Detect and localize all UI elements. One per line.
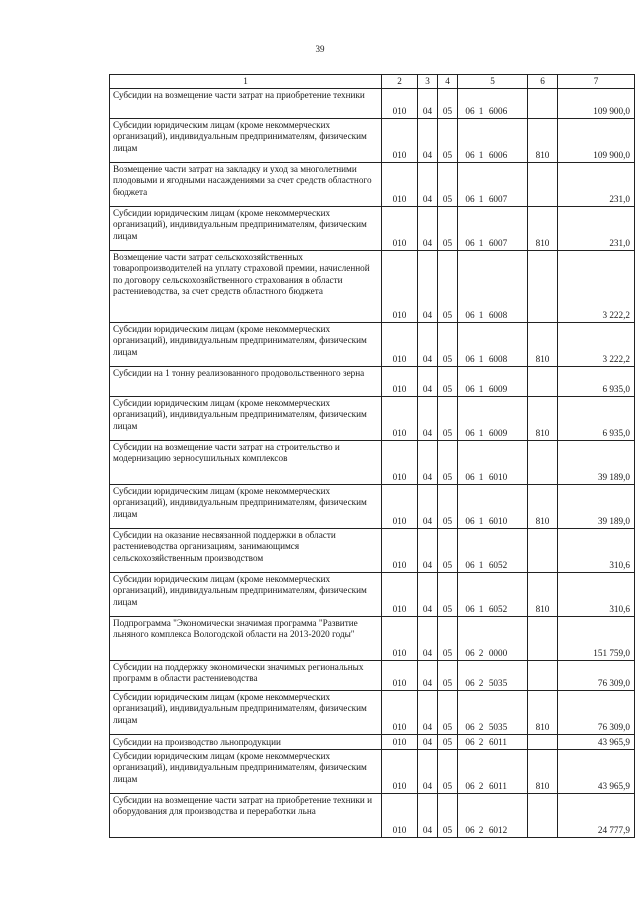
table-row <box>110 367 635 397</box>
target-article-program: 06 <box>465 428 475 438</box>
table-row <box>110 485 635 529</box>
table-row <box>110 163 635 207</box>
expense-type <box>528 441 558 485</box>
target-article-direction: 6011 <box>488 737 508 747</box>
row-name: Субсидии на 1 тонну реализованного продовольственного зерна <box>110 367 382 397</box>
code-subsection: 05 <box>438 617 458 661</box>
row-name: Субсидии на возмещение части затрат на приобретение техники <box>110 89 382 119</box>
amount: 6 935,0 <box>558 397 635 441</box>
target-article-direction: 0000 <box>488 648 508 658</box>
expense-type: 810 <box>528 573 558 617</box>
target-article-subprogram: 1 <box>478 604 484 614</box>
code-section: 04 <box>418 119 438 163</box>
header-cell: 7 <box>558 75 635 89</box>
row-name: Подпрограмма "Экономически значимая программа "Развитие льняного комплекса Вологодской области на 2013-2020 годы" <box>110 617 382 661</box>
row-name: Субсидии юридическим лицам (кроме некоммерческих организаций), индивидуальным предпринимателям, физическим лицам <box>110 691 382 735</box>
header-cell: 1 <box>110 75 382 89</box>
table-row <box>110 573 635 617</box>
target-article-direction: 6009 <box>488 428 508 438</box>
code-admin: 010 <box>382 573 418 617</box>
code-section: 04 <box>418 89 438 119</box>
expense-type <box>528 735 558 750</box>
code-subsection: 05 <box>438 529 458 573</box>
budget-table <box>109 74 635 838</box>
header-cell: 6 <box>528 75 558 89</box>
target-article-subprogram: 1 <box>478 310 484 320</box>
code-section: 04 <box>418 573 438 617</box>
target-article-program: 06 <box>465 238 475 248</box>
target-article <box>458 441 528 485</box>
target-article-direction: 6008 <box>488 310 508 320</box>
table-row <box>110 794 635 838</box>
target-article <box>458 529 528 573</box>
target-article <box>458 89 528 119</box>
target-article-program: 06 <box>465 604 475 614</box>
target-article-subprogram: 1 <box>478 560 484 570</box>
amount: 151 759,0 <box>558 617 635 661</box>
expense-type: 810 <box>528 485 558 529</box>
code-subsection: 05 <box>438 750 458 794</box>
code-section: 04 <box>418 485 438 529</box>
target-article <box>458 323 528 367</box>
target-article <box>458 794 528 838</box>
target-article <box>458 661 528 691</box>
code-section: 04 <box>418 207 438 251</box>
expense-type: 810 <box>528 207 558 251</box>
target-article <box>458 163 528 207</box>
amount: 39 189,0 <box>558 485 635 529</box>
row-name: Субсидии на оказание несвязанной поддержки в области растениеводства организациям, занимающимся сельскохозяйственным производством <box>110 529 382 573</box>
row-name: Субсидии юридическим лицам (кроме некоммерческих организаций), индивидуальным предпринимателям, физическим лицам <box>110 119 382 163</box>
code-section: 04 <box>418 735 438 750</box>
target-article-subprogram: 1 <box>478 150 484 160</box>
code-section: 04 <box>418 251 438 323</box>
target-article-direction: 5035 <box>488 722 508 732</box>
code-admin: 010 <box>382 750 418 794</box>
target-article <box>458 251 528 323</box>
amount: 310,6 <box>558 573 635 617</box>
row-name: Возмещение части затрат на закладку и уход за многолетними плодовыми и ягодными насаждениями за счет средств областного бюджета <box>110 163 382 207</box>
code-admin: 010 <box>382 441 418 485</box>
code-subsection: 05 <box>438 163 458 207</box>
target-article-direction: 6052 <box>488 604 508 614</box>
code-admin: 010 <box>382 251 418 323</box>
target-article-program: 06 <box>465 354 475 364</box>
table-row <box>110 617 635 661</box>
target-article-program: 06 <box>465 737 475 747</box>
target-article-program: 06 <box>465 560 475 570</box>
code-admin: 010 <box>382 529 418 573</box>
table-row <box>110 691 635 735</box>
amount: 231,0 <box>558 163 635 207</box>
target-article-program: 06 <box>465 781 475 791</box>
target-article-direction: 6010 <box>488 472 508 482</box>
code-section: 04 <box>418 691 438 735</box>
header-cell: 3 <box>418 75 438 89</box>
code-subsection: 05 <box>438 735 458 750</box>
target-article-direction: 6007 <box>488 238 508 248</box>
table-row <box>110 89 635 119</box>
target-article-program: 06 <box>465 106 475 116</box>
target-article-subprogram: 2 <box>478 737 484 747</box>
target-article <box>458 691 528 735</box>
table-row <box>110 323 635 367</box>
expense-type <box>528 661 558 691</box>
expense-type: 810 <box>528 323 558 367</box>
amount: 76 309,0 <box>558 661 635 691</box>
expense-type: 810 <box>528 119 558 163</box>
expense-type: 810 <box>528 691 558 735</box>
expense-type <box>528 794 558 838</box>
expense-type <box>528 617 558 661</box>
table-header-row <box>110 75 635 89</box>
expense-type <box>528 251 558 323</box>
target-article-subprogram: 2 <box>478 825 484 835</box>
amount: 24 777,9 <box>558 794 635 838</box>
expense-type: 810 <box>528 750 558 794</box>
target-article-direction: 6012 <box>488 825 508 835</box>
amount: 3 222,2 <box>558 323 635 367</box>
code-admin: 010 <box>382 691 418 735</box>
code-admin: 010 <box>382 89 418 119</box>
row-name: Субсидии юридическим лицам (кроме некоммерческих организаций), индивидуальным предпринимателям, физическим лицам <box>110 750 382 794</box>
page-number: 39 <box>315 44 325 54</box>
row-name: Субсидии юридическим лицам (кроме некоммерческих организаций), индивидуальным предпринимателям, физическим лицам <box>110 573 382 617</box>
amount: 39 189,0 <box>558 441 635 485</box>
amount: 76 309,0 <box>558 691 635 735</box>
code-admin: 010 <box>382 485 418 529</box>
row-name: Субсидии юридическим лицам (кроме некоммерческих организаций), индивидуальным предпринимателям, физическим лицам <box>110 485 382 529</box>
row-name: Субсидии на поддержку экономически значимых региональных программ в области растениеводства <box>110 661 382 691</box>
target-article-direction: 6052 <box>488 560 508 570</box>
code-section: 04 <box>418 397 438 441</box>
row-name: Субсидии юридическим лицам (кроме некоммерческих организаций), индивидуальным предпринимателям, физическим лицам <box>110 323 382 367</box>
code-subsection: 05 <box>438 794 458 838</box>
target-article-program: 06 <box>465 678 475 688</box>
code-admin: 010 <box>382 323 418 367</box>
row-name: Субсидии юридическим лицам (кроме некоммерческих организаций), индивидуальным предпринимателям, физическим лицам <box>110 207 382 251</box>
target-article <box>458 485 528 529</box>
table-row <box>110 529 635 573</box>
code-section: 04 <box>418 163 438 207</box>
target-article <box>458 750 528 794</box>
amount: 43 965,9 <box>558 735 635 750</box>
code-section: 04 <box>418 367 438 397</box>
code-admin: 010 <box>382 397 418 441</box>
target-article-direction: 6006 <box>488 106 508 116</box>
target-article-program: 06 <box>465 648 475 658</box>
code-subsection: 05 <box>438 323 458 367</box>
target-article-program: 06 <box>465 516 475 526</box>
target-article-subprogram: 1 <box>478 428 484 438</box>
target-article-program: 06 <box>465 310 475 320</box>
table-row <box>110 750 635 794</box>
expense-type <box>528 529 558 573</box>
target-article-subprogram: 1 <box>478 384 484 394</box>
amount: 109 900,0 <box>558 89 635 119</box>
target-article <box>458 573 528 617</box>
target-article-program: 06 <box>465 194 475 204</box>
code-admin: 010 <box>382 367 418 397</box>
code-subsection: 05 <box>438 441 458 485</box>
target-article-program: 06 <box>465 722 475 732</box>
header-cell: 4 <box>438 75 458 89</box>
target-article <box>458 617 528 661</box>
header-cell: 2 <box>382 75 418 89</box>
target-article-program: 06 <box>465 384 475 394</box>
target-article-subprogram: 2 <box>478 648 484 658</box>
target-article-program: 06 <box>465 472 475 482</box>
expense-type: 810 <box>528 397 558 441</box>
target-article-subprogram: 2 <box>478 722 484 732</box>
table-row <box>110 119 635 163</box>
code-admin: 010 <box>382 735 418 750</box>
code-subsection: 05 <box>438 251 458 323</box>
target-article-subprogram: 1 <box>478 106 484 116</box>
code-section: 04 <box>418 794 438 838</box>
table-row <box>110 735 635 750</box>
amount: 3 222,2 <box>558 251 635 323</box>
code-section: 04 <box>418 750 438 794</box>
expense-type <box>528 367 558 397</box>
code-section: 04 <box>418 441 438 485</box>
target-article-program: 06 <box>465 825 475 835</box>
table-row <box>110 661 635 691</box>
code-admin: 010 <box>382 794 418 838</box>
code-admin: 010 <box>382 661 418 691</box>
target-article-direction: 6010 <box>488 516 508 526</box>
amount: 109 900,0 <box>558 119 635 163</box>
code-admin: 010 <box>382 207 418 251</box>
target-article-direction: 6009 <box>488 384 508 394</box>
target-article-subprogram: 2 <box>478 678 484 688</box>
row-name: Субсидии на возмещение части затрат на строительство и модернизацию зерносушильных комплексов <box>110 441 382 485</box>
row-name: Субсидии на возмещение части затрат на приобретение техники и оборудования для производства и переработки льна <box>110 794 382 838</box>
code-subsection: 05 <box>438 367 458 397</box>
code-section: 04 <box>418 617 438 661</box>
target-article <box>458 367 528 397</box>
expense-type <box>528 89 558 119</box>
table-row <box>110 441 635 485</box>
table-row <box>110 397 635 441</box>
code-subsection: 05 <box>438 89 458 119</box>
code-admin: 010 <box>382 119 418 163</box>
amount: 6 935,0 <box>558 367 635 397</box>
target-article-subprogram: 1 <box>478 516 484 526</box>
amount: 310,6 <box>558 529 635 573</box>
target-article-direction: 5035 <box>488 678 508 688</box>
amount: 231,0 <box>558 207 635 251</box>
row-name: Субсидии юридическим лицам (кроме некоммерческих организаций), индивидуальным предпринимателям, физическим лицам <box>110 397 382 441</box>
expense-type <box>528 163 558 207</box>
code-section: 04 <box>418 323 438 367</box>
target-article-direction: 6006 <box>488 150 508 160</box>
amount: 43 965,9 <box>558 750 635 794</box>
target-article-direction: 6008 <box>488 354 508 364</box>
code-subsection: 05 <box>438 397 458 441</box>
code-section: 04 <box>418 529 438 573</box>
target-article-direction: 6011 <box>488 781 508 791</box>
target-article <box>458 735 528 750</box>
code-section: 04 <box>418 661 438 691</box>
code-subsection: 05 <box>438 573 458 617</box>
code-admin: 010 <box>382 617 418 661</box>
header-cell: 5 <box>458 75 528 89</box>
table-row <box>110 207 635 251</box>
row-name: Субсидии на производство льнопродукции <box>110 735 382 750</box>
code-subsection: 05 <box>438 119 458 163</box>
code-subsection: 05 <box>438 661 458 691</box>
code-admin: 010 <box>382 163 418 207</box>
target-article-subprogram: 2 <box>478 781 484 791</box>
code-subsection: 05 <box>438 691 458 735</box>
target-article <box>458 397 528 441</box>
target-article-subprogram: 1 <box>478 238 484 248</box>
target-article-subprogram: 1 <box>478 354 484 364</box>
target-article <box>458 119 528 163</box>
row-name: Возмещение части затрат сельскохозяйственных товаропроизводителей на уплату страховой премии, начисленной по договору сельскохозяйственного страхования в области растениеводства, за счет средств областного бюджета <box>110 251 382 323</box>
code-subsection: 05 <box>438 485 458 529</box>
code-subsection: 05 <box>438 207 458 251</box>
target-article-program: 06 <box>465 150 475 160</box>
target-article-direction: 6007 <box>488 194 508 204</box>
target-article <box>458 207 528 251</box>
table-row <box>110 251 635 323</box>
target-article-subprogram: 1 <box>478 472 484 482</box>
target-article-subprogram: 1 <box>478 194 484 204</box>
